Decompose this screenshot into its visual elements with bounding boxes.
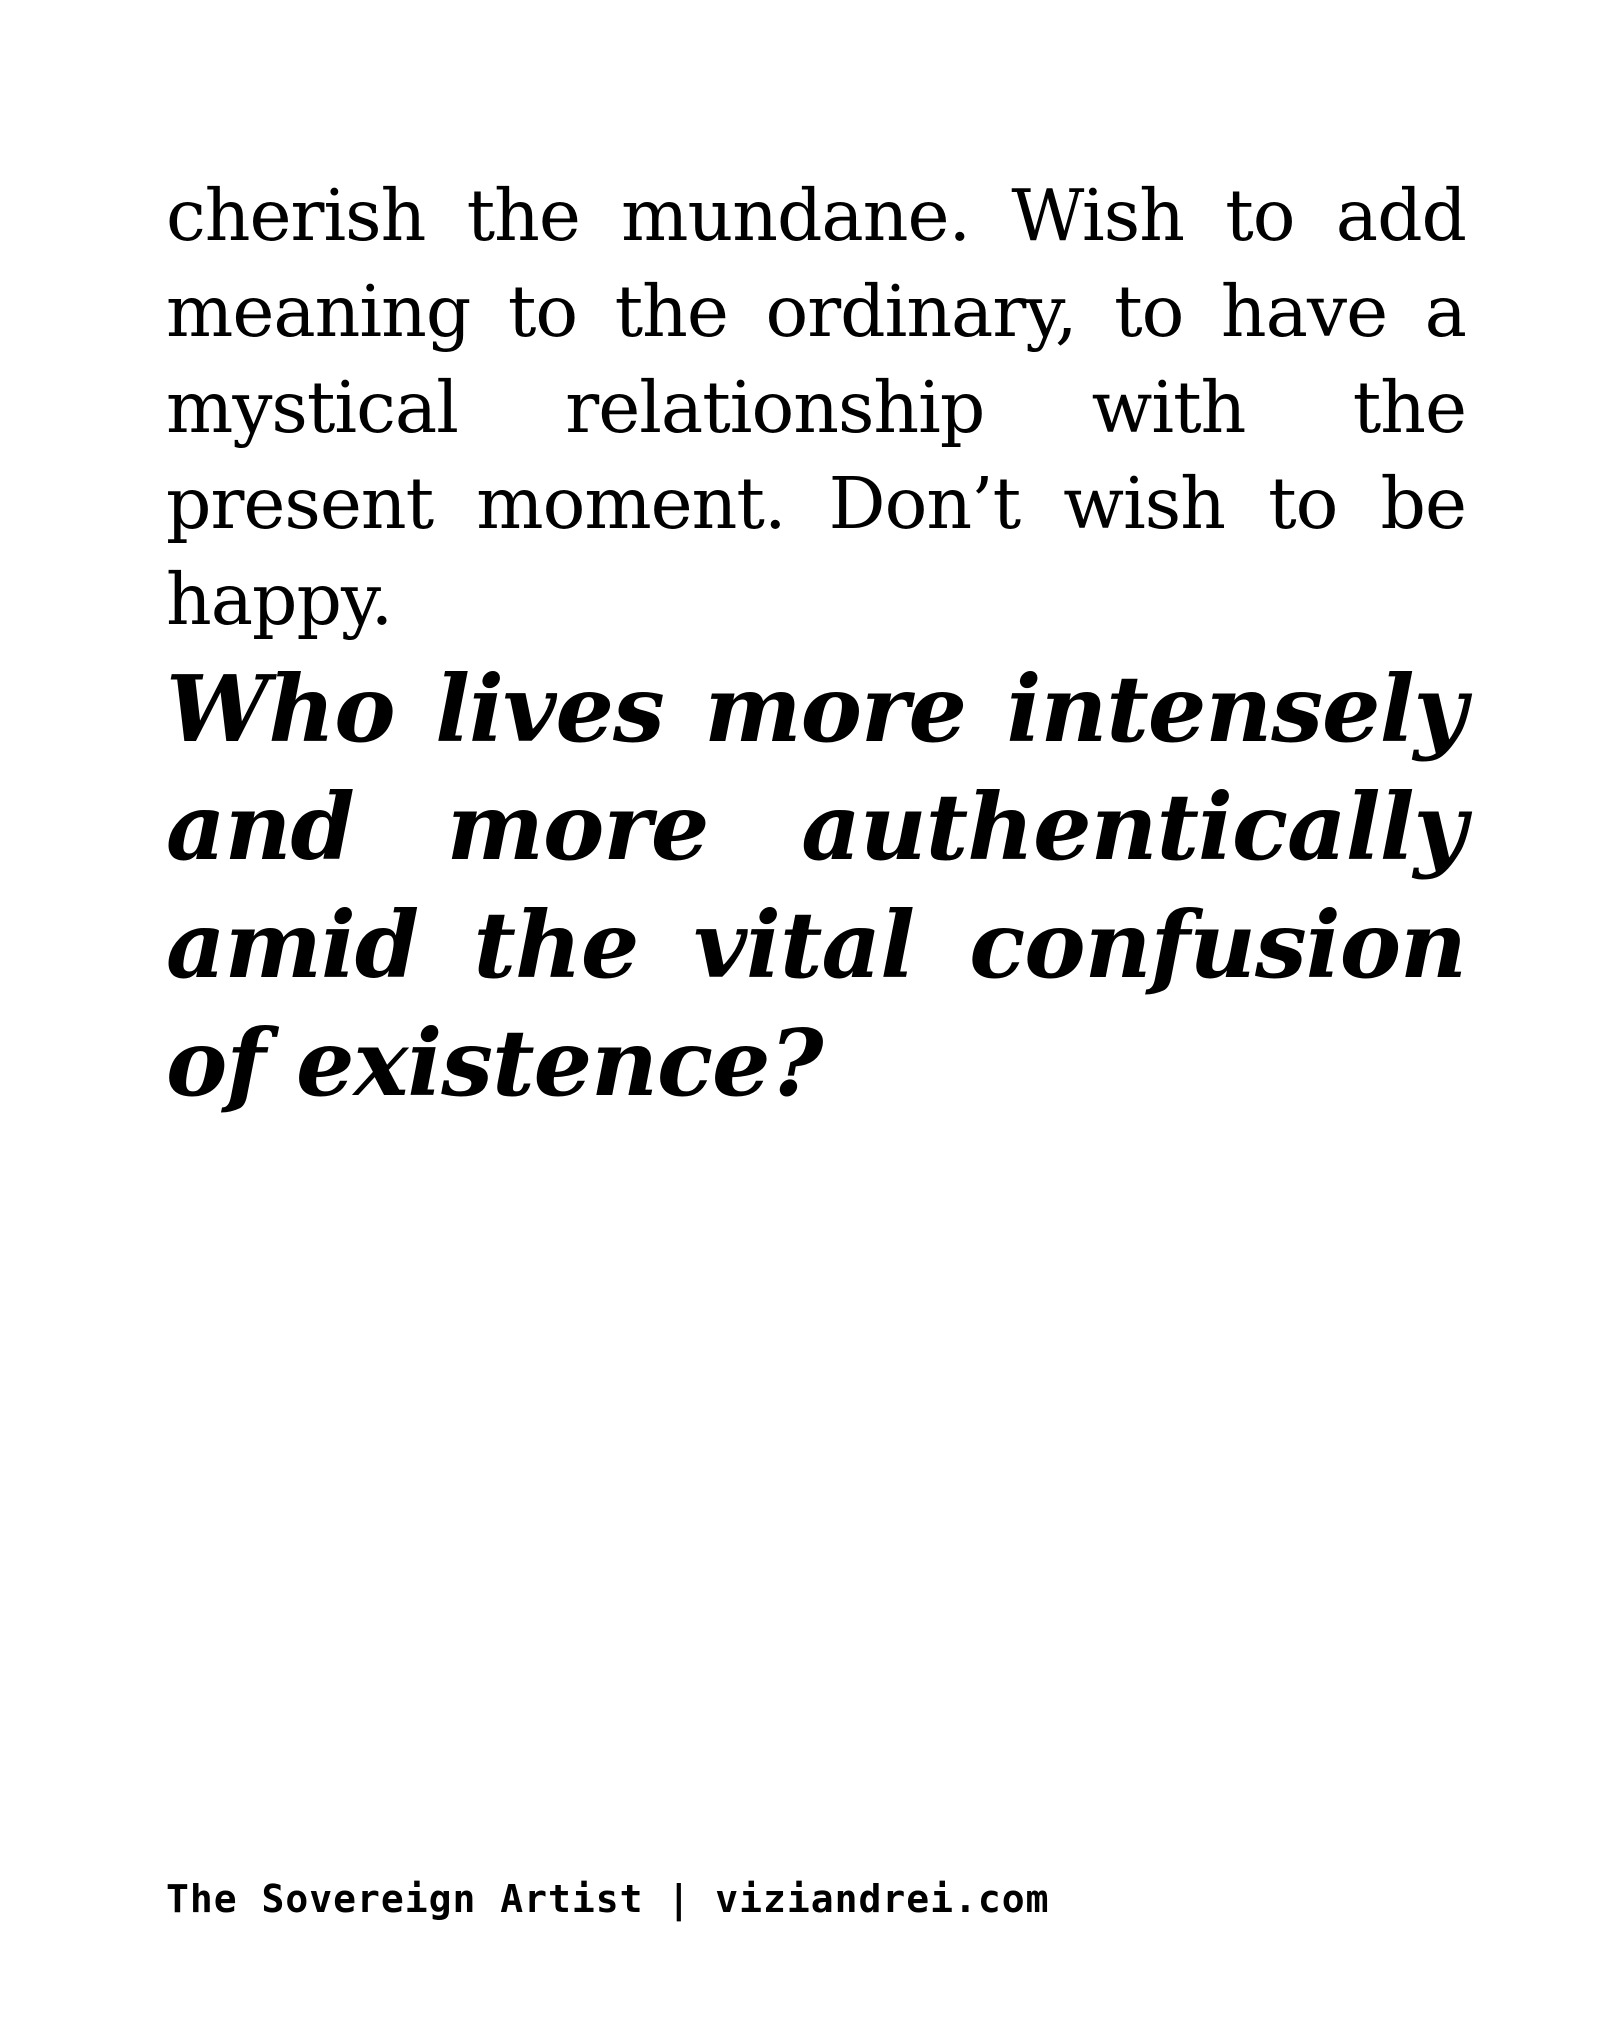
body-paragraph: cherish the mundane. Wish to add meaning to the ordinary, to have a mystical relationship with the present moment. Don’t wish to be happy.	[166, 174, 1466, 641]
pull-quote: Who lives more intensely and more authentically amid the vital confusion of existence?	[166, 655, 1466, 1117]
footer-credit: The Sovereign Artist | viziandrei.com	[166, 1877, 1050, 1921]
